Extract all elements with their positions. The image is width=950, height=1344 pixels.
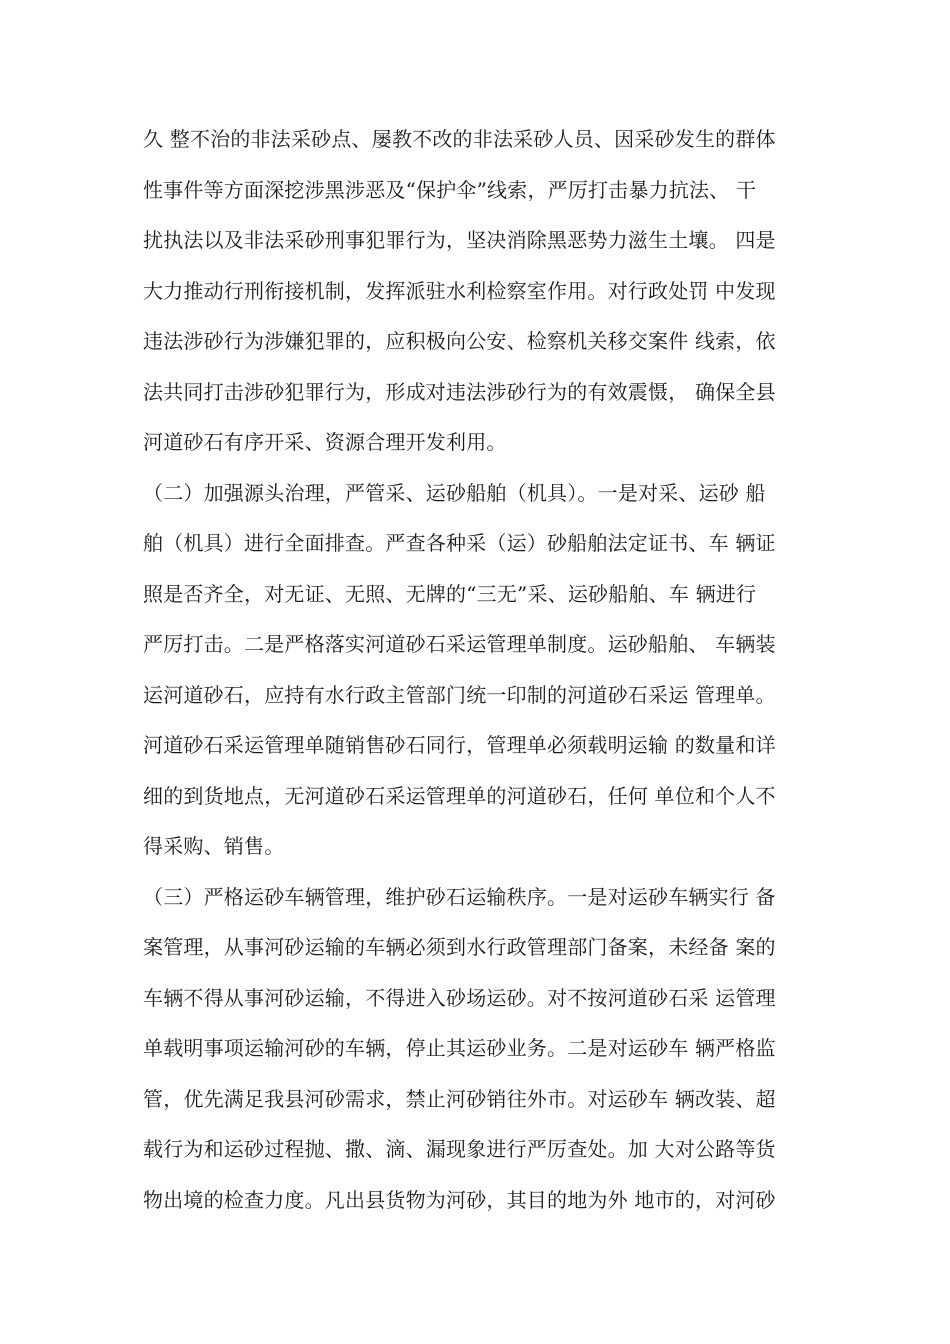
text-line: 大力推动行刑衔接机制，发挥派驻水利检察室作用。对行政处罚 中发现	[143, 278, 776, 303]
text-line: 运河道砂石，应持有水行政主管部门统一印制的河道砂石采运 管理单。	[143, 682, 776, 707]
text-line: 照是否齐全，对无证、无照、无牌的“三无”采、运砂船舶、车 辆进行	[143, 581, 757, 606]
body-text	[143, 114, 823, 1225]
text-line: 河道砂石采运管理单随销售砂石同行，管理单必须载明运输 的数量和详	[143, 733, 776, 757]
text-line: 车辆不得从事河砂运输，不得进入砂场运砂。对不按河道砂石采 运管理	[143, 985, 776, 1010]
text-line: 载行为和运砂过程抛、撒、滴、漏现象进行严厉查处。加 大对公路等货	[143, 1137, 776, 1161]
text-line: 违法涉砂行为涉嫌犯罪的，应积极向公安、检察机关移交案件 线索，依	[143, 329, 776, 353]
text-line: 单载明事项运输河砂的车辆，停止其运砂业务。二是对运砂车 辆严格监	[143, 1036, 776, 1060]
text-line: 严厉打击。二是严格落实河道砂石采运管理单制度。运砂船舶、 车辆装	[143, 632, 776, 656]
text-line: 案管理，从事河砂运输的车辆必须到水行政管理部门备案，未经备 案的	[143, 935, 776, 959]
text-line: 管，优先满足我县河砂需求，禁止河砂销往外市。对运砂车 辆改装、超	[143, 1086, 776, 1111]
text-line: 扰执法以及非法采砂刑事犯罪行为，坚决消除黑恶势力滋生土壤。 四是	[143, 228, 776, 252]
text-line: 性事件等方面深挖涉黑涉恶及“保护伞”线索，严厉打击暴力抗法、 干	[143, 177, 757, 202]
text-line: 细的到货地点，无河道砂石采运管理单的河道砂石，任何 单位和个人不	[143, 783, 776, 808]
text-line: 法共同打击涉砂犯罪行为，形成对违法涉砂行为的有效震慑， 确保全县	[143, 379, 776, 404]
text-line: （二）加强源头治理，严管采、运砂船舶（机具）。一是对采、运砂 船	[143, 480, 766, 505]
text-line: 得采购、销售。	[143, 834, 285, 858]
text-line: （三）严格运砂车辆管理，维护砂石运输秩序。一是对运砂车辆实行 备	[143, 884, 776, 909]
text-line: 物出境的检查力度。凡出县货物为河砂，其目的地为外 地市的，对河砂	[143, 1187, 776, 1212]
text-line: 河道砂石有序开采、资源合理开发利用。	[143, 430, 507, 454]
text-line: 舶（机具）进行全面排查。严查各种采（运）砂船舶法定证书、车 辆证	[143, 531, 776, 555]
text-line: 久 整不治的非法采砂点、屡教不改的非法采砂人员、因采砂发生的群体	[143, 127, 776, 151]
